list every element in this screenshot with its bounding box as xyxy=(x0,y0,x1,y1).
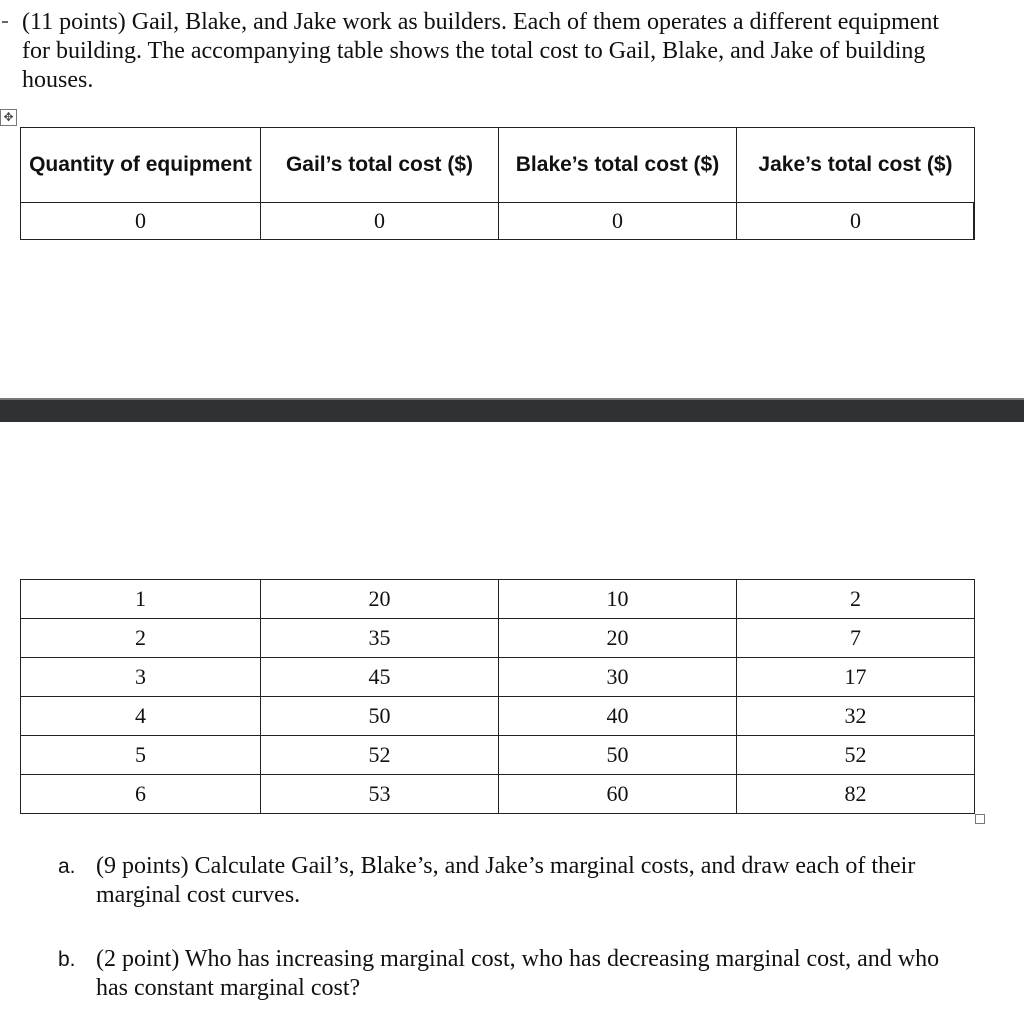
table-cell: 35 xyxy=(261,619,499,658)
table-cell: 0 xyxy=(499,203,737,240)
table-resize-icon[interactable] xyxy=(975,814,985,824)
table-cell: 50 xyxy=(261,697,499,736)
cost-table-body-part xyxy=(20,579,975,814)
table-cell: 20 xyxy=(499,619,737,658)
table-cell: 5 xyxy=(21,736,261,775)
table-move-icon[interactable]: ✥ xyxy=(0,109,17,126)
table-cell: 52 xyxy=(737,736,975,775)
table-cell: 52 xyxy=(261,736,499,775)
question-a xyxy=(58,852,958,910)
table-cell: 7 xyxy=(737,619,975,658)
table-cell: 3 xyxy=(21,658,261,697)
table-cell: 0 xyxy=(261,203,499,240)
table-cell: 17 xyxy=(737,658,975,697)
table-row xyxy=(21,697,975,736)
table-row xyxy=(21,580,975,619)
cursor-bar xyxy=(973,203,975,240)
table-cell: 1 xyxy=(21,580,261,619)
table-cell: 30 xyxy=(499,658,737,697)
question-b-marker: b. xyxy=(58,948,76,971)
question-a-marker: a. xyxy=(58,855,76,878)
table-cell: 53 xyxy=(261,775,499,814)
table-cell: 4 xyxy=(21,697,261,736)
header-gail-cost: Gail’s total cost ($) xyxy=(261,128,499,203)
table-row xyxy=(21,203,975,240)
table-cell: 0 xyxy=(21,203,261,240)
table-row xyxy=(21,658,975,697)
table-cell: 45 xyxy=(261,658,499,697)
table-row xyxy=(21,619,975,658)
margin-tick xyxy=(2,21,8,23)
page-break-divider xyxy=(0,398,1024,422)
question-b-text: (2 point) Who has increasing marginal cost, who has decreasing marginal cost, and who has constant marginal cost? xyxy=(96,946,940,1001)
table-cell: 6 xyxy=(21,775,261,814)
table-header-row xyxy=(21,128,975,203)
table-cell: 60 xyxy=(499,775,737,814)
problem-intro: (11 points) Gail, Blake, and Jake work as builders. Each of them operates a different equipment for building. The accompanying table shows the total cost to Gail, Blake, and Jake of building houses. xyxy=(22,9,940,93)
table-cell: 20 xyxy=(261,580,499,619)
table-cell: 10 xyxy=(499,580,737,619)
table-row xyxy=(21,775,975,814)
header-quantity: Quantity of equipment xyxy=(21,128,261,203)
question-b xyxy=(58,945,958,1003)
table-cell: 50 xyxy=(499,736,737,775)
header-jake-cost: Jake’s total cost ($) xyxy=(737,128,975,203)
table-cell: 0 xyxy=(737,203,975,240)
table-cell: 32 xyxy=(737,697,975,736)
cost-table-header-part xyxy=(20,127,975,240)
header-blake-cost: Blake’s total cost ($) xyxy=(499,128,737,203)
table-cell: 40 xyxy=(499,697,737,736)
table-row xyxy=(21,736,975,775)
table-cell: 2 xyxy=(21,619,261,658)
table-cell: 2 xyxy=(737,580,975,619)
table-cell: 82 xyxy=(737,775,975,814)
question-a-text: (9 points) Calculate Gail’s, Blake’s, and Jake’s marginal costs, and draw each of their marginal cost curves. xyxy=(96,853,916,908)
